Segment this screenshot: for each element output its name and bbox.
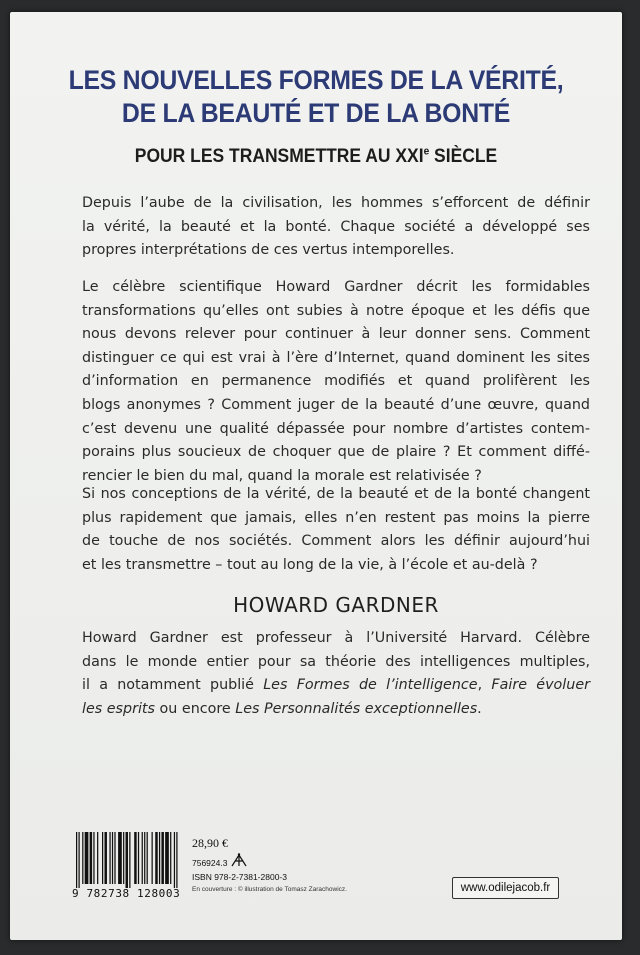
paragraph-line: la vérité, la beauté et la bonté. Chaque société a développé ses xyxy=(82,218,590,235)
book-subtitle xyxy=(53,145,579,169)
subtitle-end: SIÈCLE xyxy=(429,146,498,167)
barcode-bar xyxy=(104,832,106,884)
product-code: 756924.3 xyxy=(192,858,228,868)
paragraph-line: d’information en permanence modifiés et quand prolifèrent les xyxy=(82,373,590,390)
book-title xyxy=(53,64,579,130)
paragraph-line: distinguer ce qui est vrai à l’ère d’Internet, quand dominent les sites xyxy=(82,349,590,366)
paragraph-line: et les transmettre – tout au long de la vie, à l’école et au-delà ? xyxy=(82,556,538,573)
paragraph-line: nous devons relever pour continuer à leur donner sens. Comment xyxy=(82,326,590,343)
barcode-bar xyxy=(144,832,145,884)
paragraph-line: propres interprétations de ces vertus intemporelles. xyxy=(82,242,455,259)
paragraph-line: plus rapidement que jamais, elles n’en restent pas moins la pierre xyxy=(82,509,590,526)
barcode-bar xyxy=(123,832,124,884)
barcode-bar xyxy=(76,832,77,888)
barcode-bar xyxy=(85,832,89,884)
barcode-bar xyxy=(165,832,169,884)
book-reference: Les Personnalités exceptionnelles xyxy=(235,700,478,717)
paragraph-line: Le célèbre scientifique Howard Gardner décrit les formidables xyxy=(82,279,590,295)
book-reference: Les Formes de l’intelligence xyxy=(263,677,478,694)
paragraph-line: rencier le bien du mal, quand la morale est relativisée ? xyxy=(82,467,482,484)
barcode-bar xyxy=(142,832,143,884)
barcode-bar xyxy=(129,832,130,888)
barcode-bar xyxy=(138,832,139,884)
book-back-cover xyxy=(10,12,622,940)
paragraph-line: Depuis l’aube de la civilisation, les hommes s’efforcent de définir xyxy=(82,195,590,211)
paragraph-line: transformations qu’elles ont subies à notre époque et les défis que xyxy=(82,302,590,319)
publisher-website: www.odilejacob.fr xyxy=(452,877,559,899)
barcode-bar xyxy=(97,832,98,884)
paragraph-line: c’est devenu une qualité dépassée pour nombre d’artistes contem- xyxy=(82,420,590,437)
barcode-bar xyxy=(118,832,122,884)
paragraph-2 xyxy=(82,276,590,488)
bio-line: Howard Gardner est professeur à l’Université Harvard. Célèbre xyxy=(82,630,590,646)
bio-line: dans le monde entier pour sa théorie des intelligences multiples, xyxy=(82,653,590,670)
bio-line xyxy=(82,674,590,698)
barcode-bar xyxy=(102,832,103,884)
author-bio xyxy=(82,627,590,721)
bio-text: , xyxy=(477,677,492,694)
barcode-bar xyxy=(78,832,79,888)
paragraph-line: Si nos conceptions de la vérité, de la beauté et de la bonté changent xyxy=(82,486,590,502)
book-reference: les esprits xyxy=(82,700,155,717)
barcode-bar xyxy=(93,832,94,884)
author-name: HOWARD GARDNER xyxy=(233,593,439,617)
paragraph-3 xyxy=(82,483,590,577)
bio-line xyxy=(82,698,590,722)
subtitle-main: POUR LES TRANSMETTRE AU XXI xyxy=(134,146,424,167)
barcode-bar xyxy=(170,832,171,884)
paragraph-line: blogs anonymes ? Comment juger de la beauté d’une œuvre, quand xyxy=(82,396,590,413)
paragraph-line: porains plus soucieux de choquer que de plaire ? Et comment diffé- xyxy=(82,444,590,461)
barcode-bar xyxy=(147,832,148,884)
barcode-bar xyxy=(126,832,128,888)
bio-text: il a notamment publié xyxy=(82,677,264,694)
bio-text: ou encore xyxy=(155,700,236,717)
paragraph-line: de touche de nos sociétés. Comment alors les définir aujourd’hui xyxy=(82,533,590,550)
barcode-bar xyxy=(152,832,153,884)
title-line-2: DE LA BEAUTÉ ET DE LA BONTÉ xyxy=(121,98,511,128)
barcode-bar xyxy=(159,832,160,884)
barcode-bar xyxy=(109,832,110,884)
barcode-bar xyxy=(176,832,177,888)
barcode-bar xyxy=(134,832,136,884)
barcode-digits: 9 782738 128003 xyxy=(72,887,181,900)
barcode-bar xyxy=(114,832,115,884)
isbn: ISBN 978-2-7381-2800-3 xyxy=(192,872,287,882)
price: 28,90 € xyxy=(192,836,228,850)
bio-text: . xyxy=(477,700,482,717)
barcode-bar xyxy=(82,832,83,884)
paragraph-1 xyxy=(82,192,590,263)
barcode-bar xyxy=(112,832,113,884)
publisher-logo-icon xyxy=(230,852,248,868)
subtitle-superscript: e xyxy=(423,145,430,158)
title-line-1: LES NOUVELLES FORMES DE LA VÉRITÉ, xyxy=(68,65,564,95)
barcode-bar xyxy=(161,832,163,884)
barcode xyxy=(72,830,184,906)
barcode-bar xyxy=(155,832,157,884)
barcode-bar xyxy=(174,832,175,888)
barcode-bars xyxy=(76,832,180,888)
book-reference: Faire évoluer xyxy=(491,677,590,694)
barcode-bar xyxy=(90,832,92,884)
cover-credit: En couverture : © illustration de Tomasz Zarachowicz. xyxy=(192,886,347,893)
